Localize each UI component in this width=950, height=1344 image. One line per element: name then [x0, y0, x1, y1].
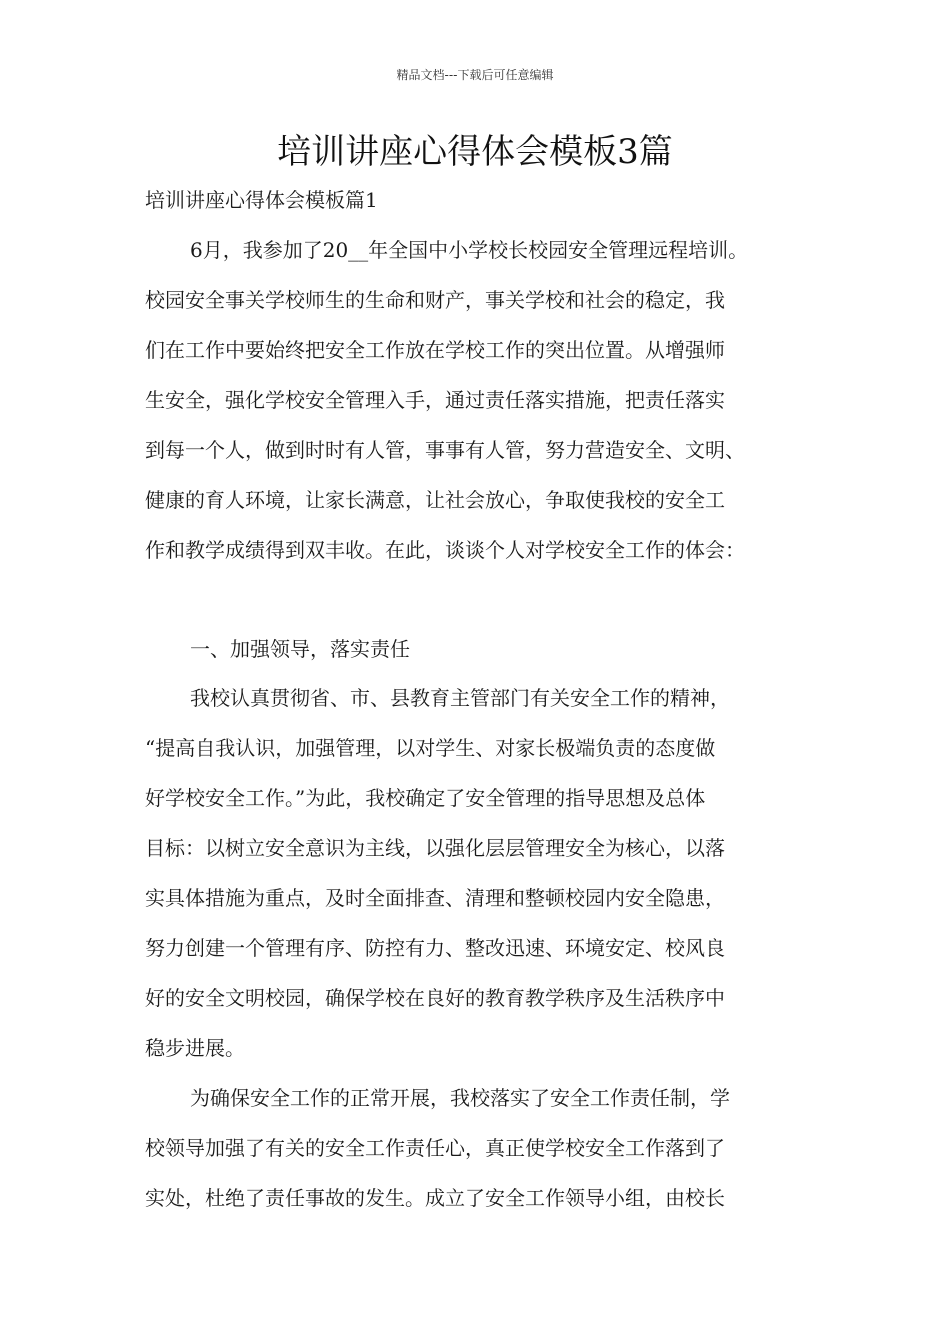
paragraph-line: 校领导加强了有关的安全工作责任心，真正使学校安全工作落到了: [145, 1136, 725, 1160]
paragraph-line: 校园安全事关学校师生的生命和财产，事关学校和社会的稳定，我: [145, 288, 725, 312]
paragraph-line: 生安全，强化学校安全管理入手，通过责任落实措施，把责任落实: [145, 388, 725, 412]
paragraph-line: 目标：以树立安全意识为主线，以强化层层管理安全为核心，以落: [145, 836, 725, 860]
header-note: 精品文档---下载后可任意编辑: [396, 68, 554, 82]
paragraph-line: 6月，我参加了20__年全国中小学校长校园安全管理远程培训。: [190, 238, 749, 262]
paragraph-line: 我校认真贯彻省、市、县教育主管部门有关安全工作的精神，: [190, 686, 730, 710]
paragraph-line: 到每一个人，做到时时有人管，事事有人管，努力营造安全、文明、: [145, 438, 745, 462]
paragraph-line: 实处，杜绝了责任事故的发生。成立了安全工作领导小组，由校长: [145, 1186, 725, 1210]
paragraph-line: 作和教学成绩得到双丰收。在此，谈谈个人对学校安全工作的体会：: [145, 538, 745, 562]
document-title: 培训讲座心得体会模板3篇: [277, 132, 673, 172]
paragraph-line: 为确保安全工作的正常开展，我校落实了安全工作责任制，学: [190, 1086, 730, 1110]
subtitle: 培训讲座心得体会模板篇1: [145, 188, 378, 212]
paragraph-line: 好的安全文明校园，确保学校在良好的教育教学秩序及生活秩序中: [145, 986, 725, 1010]
paragraph-line: “提高自我认识，加强管理，以对学生、对家长极端负责的态度做: [145, 736, 716, 760]
paragraph-line: 们在工作中要始终把安全工作放在学校工作的突出位置。从增强师: [145, 338, 725, 362]
paragraph-line: 实具体措施为重点，及时全面排查、清理和整顿校园内安全隐患，: [145, 886, 725, 910]
section-heading: 一、加强领导，落实责任: [190, 637, 410, 661]
paragraph-line: 健康的育人环境，让家长满意，让社会放心，争取使我校的安全工: [145, 488, 725, 512]
paragraph-line: 努力创建一个管理有序、防控有力、整改迅速、环境安定、校风良: [145, 936, 725, 960]
paragraph-line: 稳步进展。: [145, 1036, 245, 1060]
paragraph-line: 好学校安全工作。”为此，我校确定了安全管理的指导思想及总体: [145, 786, 706, 810]
